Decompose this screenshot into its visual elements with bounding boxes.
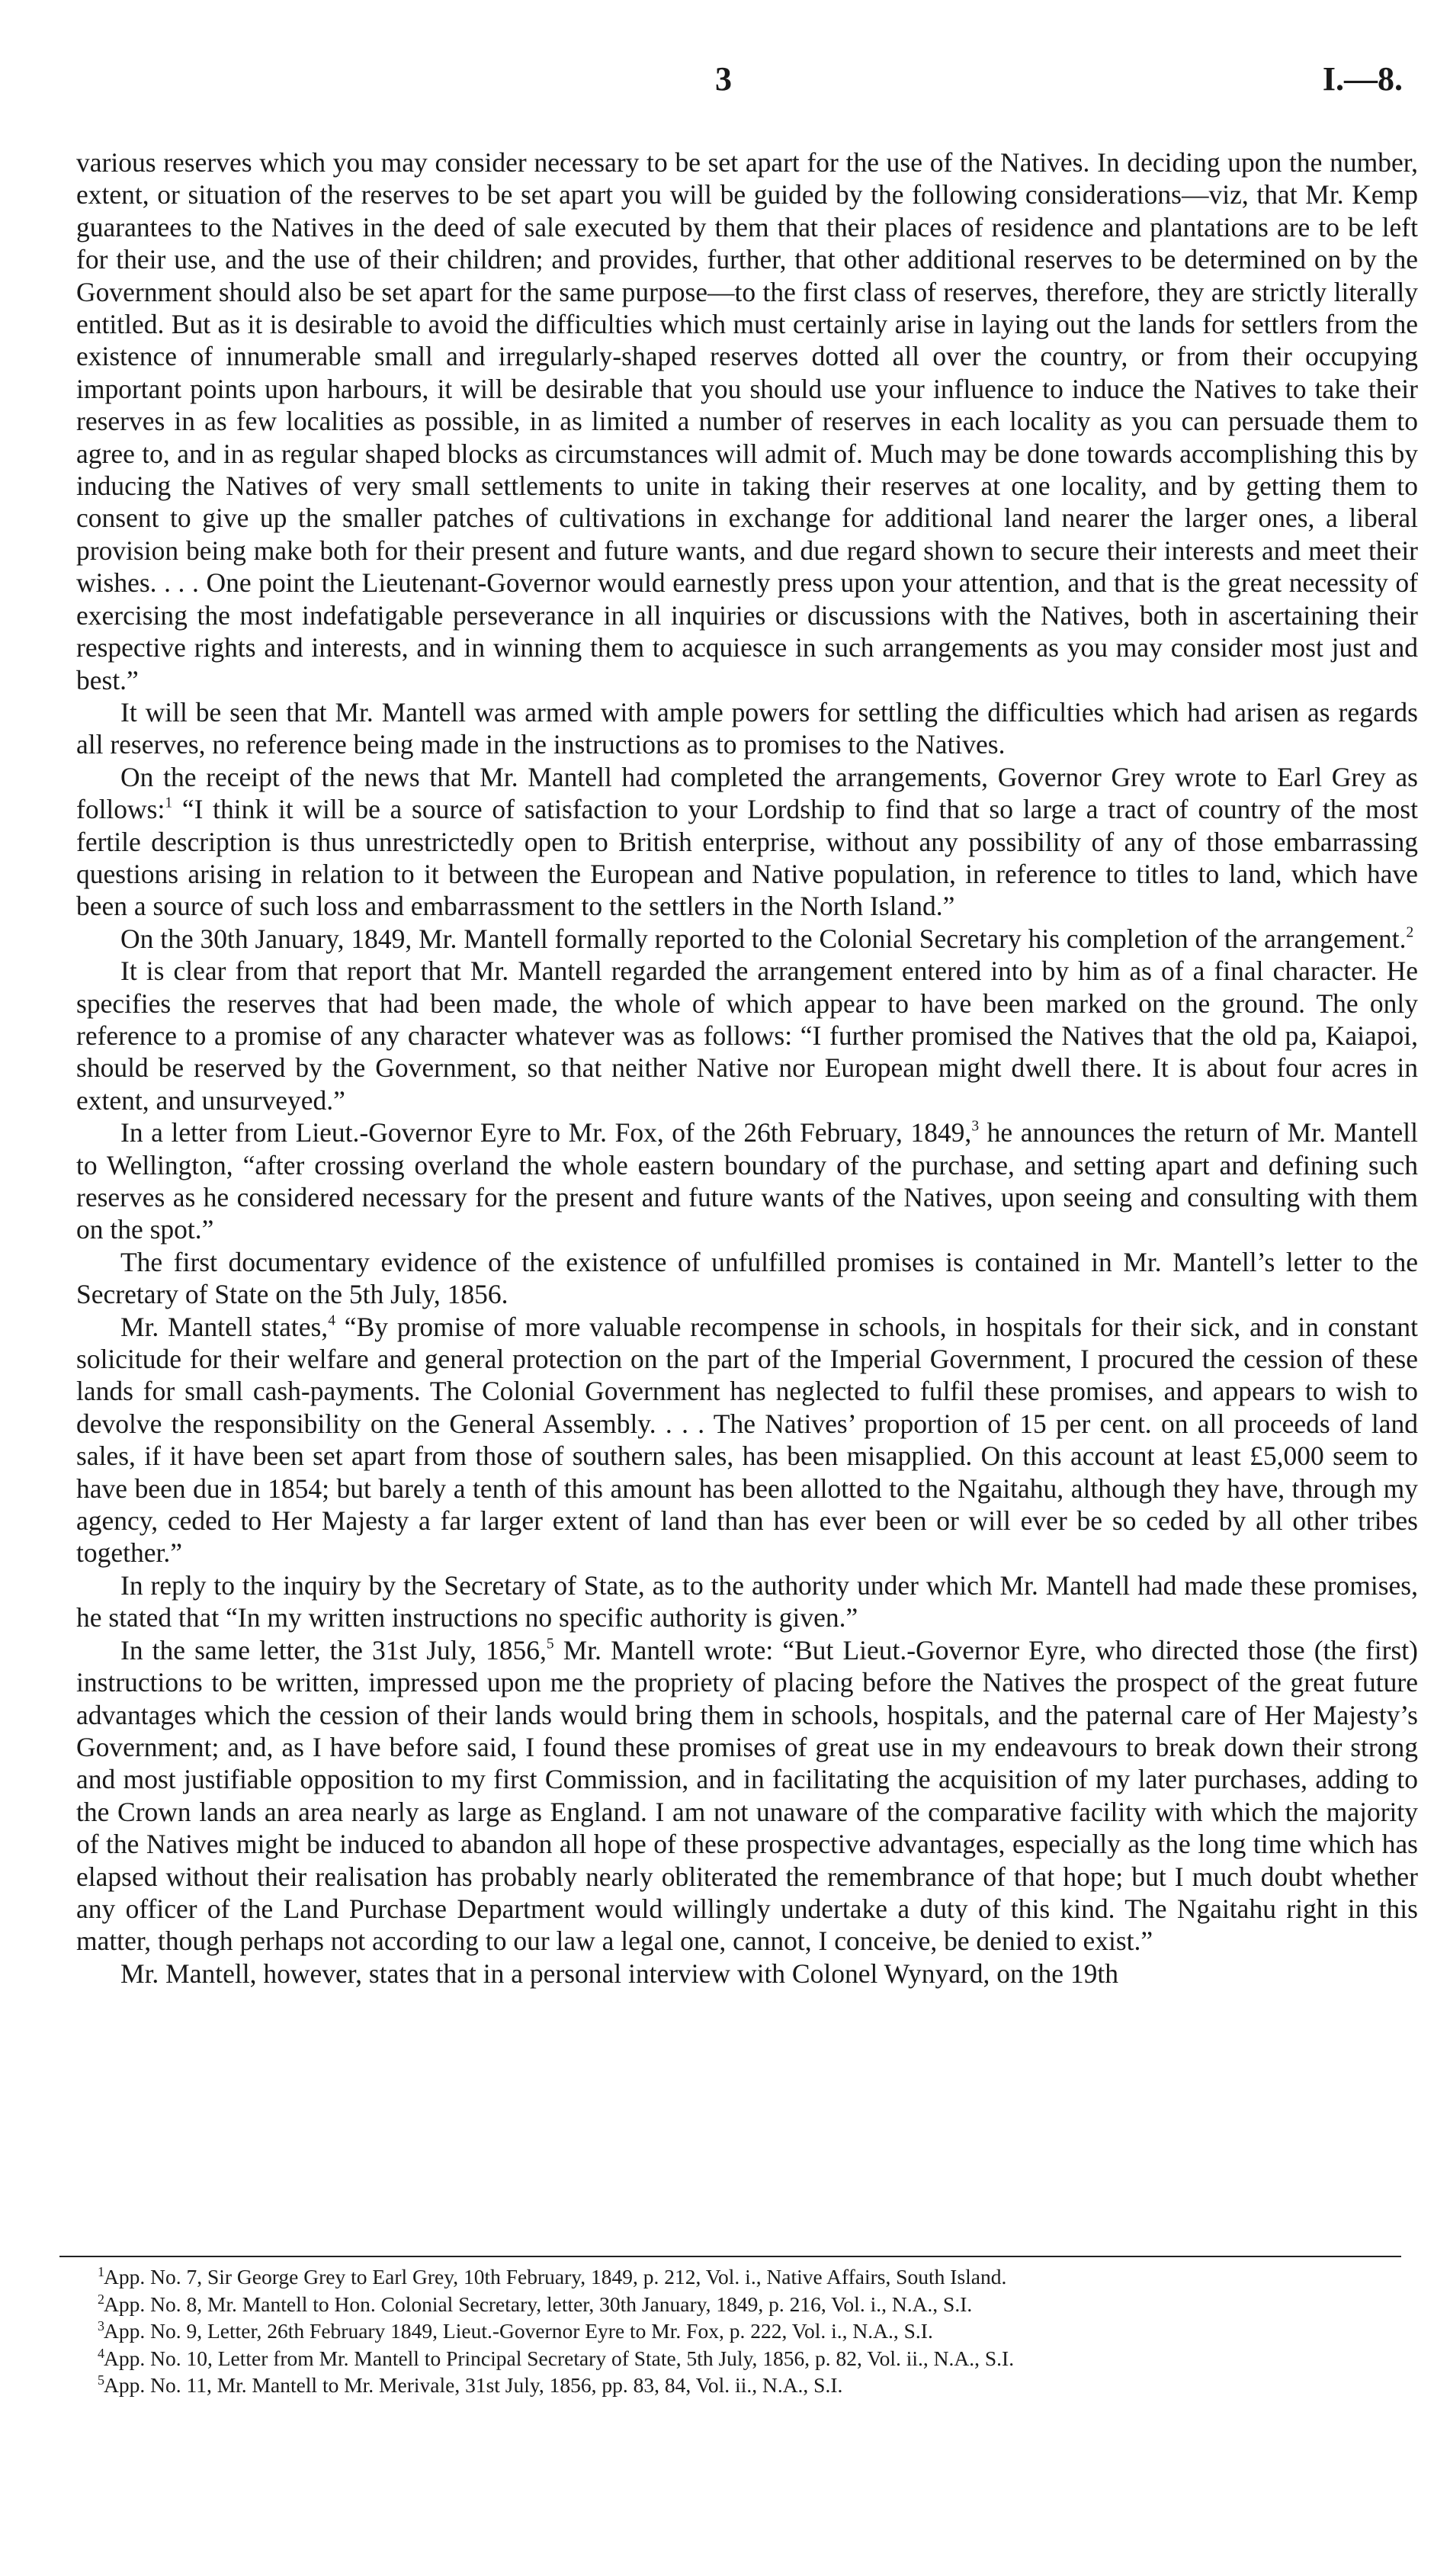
paragraph: Mr. Mantell, however, states that in a personal interview with Colonel Wynyard, on the 19th <box>120 1958 1119 1989</box>
body-text <box>76 146 1418 1990</box>
footnote <box>76 2372 1418 2399</box>
footnote-reference: 2 <box>1406 924 1414 941</box>
paragraph-text: Mr. Mantell states, <box>120 1311 329 1342</box>
paragraph <box>76 923 1418 955</box>
paragraph-text: On the 30th January, 1849, Mr. Mantell formally reported to the Colonial Secretary his completion of the arrangement. <box>120 923 1407 954</box>
paragraph-text: Mr. Mantell wrote: “But Lieut.-Governor Eyre, who directed those (the first) instructions to be written, impressed upon me the propriety of placing before the Natives the prospect of the great future advantages which the cession of their lands would bring them in schools, hospitals, and the paternal care of Her Majesty’s Government; and, as I have before said, I found these promises of great use in my endeavours to break down their strong and most justifiable opposition to my first Commission, and in facilitating the acquisition of my later purchases, adding to the Crown lands an area nearly as large as England. I am not unaware of the comparative facility with which the majority of the Natives might be induced to abandon all hope of these prospective advantages, especially as the long time which has elapsed without their realisation has probably nearly obliterated the remembrance of that hope; but I much doubt whether any officer of the Land Purchase Department would willingly undertake a duty of this kind. The Ngaitahu right in this matter, though perhaps not according to our law a legal one, cannot, I conceive, be denied to exist.” <box>76 1634 1418 1957</box>
paragraph: It is clear from that report that Mr. Mantell regarded the arrangement entered into by him as of a final character. He specifies the reserves that had been made, the whole of which appear to have been marked on the ground. The only reference to a promise of any character whatever was as follows: “I further promised the Natives that the old pa, Kaiapoi, should be reserved by the Government, so that neither Native nor European might dwell there. It is about four acres in extent, and unsurveyed.” <box>76 956 1418 1116</box>
footnote <box>76 2291 1418 2318</box>
footnote-reference: 1 <box>165 795 173 811</box>
footnote-reference: 3 <box>971 1118 980 1135</box>
paragraph <box>76 1116 1418 1246</box>
paragraph <box>76 1634 1418 1958</box>
paragraph-text: “By promise of more valuable recompense in schools, in hospitals for their sick, and in constant solicitude for their welfare and general protection on the part of the Imperial Government, I procured the cession of these lands for small cash-payments. The Colonial Government has neglected to fulfil these promises, and appears to wish to devolve the responsibility on the General Assembly. . . . The Natives’ proportion of 15 per cent. on all proceeds of land sales, if it have been set apart from those of southern sales, has been misapplied. On this account at least £5,000 seem to have been due in 1854; but barely a tenth of this amount has been allotted to the Ngaitahu, although they have, through my agency, ceded to Her Majesty a far larger extent of land than has ever been or will ever be so ceded by all other tribes together.” <box>76 1311 1418 1569</box>
footnote-mark: 1 <box>98 2264 104 2279</box>
footnote-mark: 2 <box>98 2291 104 2307</box>
footnote-divider <box>59 2256 1401 2257</box>
paragraph-text: “I think it will be a source of satisfaction to your Lordship to find that so large a tract of country of the most fertile description is thus unrestrictedly open to British enterprise, without any possibility of any of those embarrassing questions arising in relation to it between the European and Native population, in reference to titles to land, which have been a source of such loss and embarrassment to the settlers in the North Island.” <box>76 794 1418 922</box>
footnote-mark: 5 <box>98 2372 104 2388</box>
paragraph: It will be seen that Mr. Mantell was armed with ample powers for settling the difficulties which had arisen as regards all reserves, no reference being made in the instructions as to promises to the Natives. <box>76 696 1418 760</box>
footnote-text: App. No. 10, Letter from Mr. Mantell to Principal Secretary of State, 5th July, 1856, p. 82, Vol. ii., N.A., S.I. <box>104 2346 1015 2370</box>
footnote <box>76 2317 1418 2345</box>
page-header <box>0 59 1450 105</box>
paragraph-text: On the receipt of the news that Mr. Mantell had completed the arrangements, Governor Grey wrote to Earl Grey as follows: <box>76 761 1418 825</box>
paragraph <box>76 1311 1418 1569</box>
paragraph-text: In a letter from Lieut.-Governor Eyre to Mr. Fox, of the 26th February, 1849, <box>120 1117 972 1148</box>
page-number: 3 <box>715 60 732 98</box>
footnote <box>76 2345 1418 2372</box>
footnote-text: App. No. 7, Sir George Grey to Earl Grey, 10th February, 1849, p. 212, Vol. i., Native Affairs, South Island. <box>104 2265 1007 2289</box>
footnote-reference: 5 <box>546 1636 554 1653</box>
footnote-text: App. No. 9, Letter, 26th February 1849, Lieut.-Governor Eyre to Mr. Fox, p. 222, Vol. i., N.A., S.I. <box>104 2319 933 2343</box>
paragraph: In reply to the inquiry by the Secretary of State, as to the authority under which Mr. Mantell had made these promises, he stated that “In my written instructions no specific authority is given.” <box>76 1569 1418 1633</box>
footnote-mark: 4 <box>98 2345 104 2361</box>
paragraph-text: he announces the return of Mr. Mantell to Wellington, “after crossing overland the whole eastern boundary of the purchase, and setting apart and defining such reserves as he considered necessary for the present and future wants of the Natives, upon seeing and consulting with them on the spot.” <box>76 1117 1418 1245</box>
footnote <box>76 2263 1418 2291</box>
footnote-reference: 4 <box>328 1312 335 1328</box>
paragraph: The first documentary evidence of the existence of unfulfilled promises is contained in Mr. Mantell’s letter to the Secretary of State on the 5th July, 1856. <box>76 1246 1418 1310</box>
footnote-text: App. No. 11, Mr. Mantell to Mr. Merivale, 31st July, 1856, pp. 83, 84, Vol. ii., N.A., S.I. <box>104 2373 843 2397</box>
footnotes <box>76 2263 1418 2399</box>
footnote-mark: 3 <box>98 2318 104 2333</box>
paragraph-text: In the same letter, the 31st July, 1856, <box>120 1634 547 1665</box>
footnote-text: App. No. 8, Mr. Mantell to Hon. Colonial Secretary, letter, 30th January, 1849, p. 216, Vol. i., N.A., S.I. <box>104 2292 973 2316</box>
document-reference: I.—8. <box>1322 60 1403 98</box>
paragraph <box>76 761 1418 923</box>
paragraph: various reserves which you may consider necessary to be set apart for the use of the Natives. In deciding upon the number, extent, or situation of the reserves to be set apart you will be guided by the following considerations—viz, that Mr. Kemp guarantees to the Natives in the deed of sale executed by them that their places of residence and plantations are to be left for their use, and the use of their children; and provides, further, that other additional reserves to be determined on by the Government should also be set apart for the same purpose—to the first class of reserves, therefore, they are strictly literally entitled. But as it is desirable to avoid the difficulties which must certainly arise in laying out the lands for settlers from the existence of innumerable small and irregularly-shaped reserves dotted all over the country, or from their occupying important points upon harbours, it will be desirable that you should use your influence to induce the Natives to take their reserves in as few localities as possible, in as limited a number of reserves in each locality as you can persuade them to agree to, and in as regular shaped blocks as circumstances will admit of. Much may be done towards accomplishing this by inducing the Natives of very small settlements to unite in taking their reserves at one locality, and by getting them to consent to give up the smaller patches of cultivations in exchange for additional land nearer the larger ones, a liberal provision being make both for their present and future wants, and due regard shown to secure their interests and meet their wishes. . . . One point the Lieutenant-Governor would earnestly press upon your attention, and that is the great necessity of exercising the most indefatigable perseverance in all inquiries or discussions with the Natives, both in ascertaining their respective rights and interests, and in winning them to acquiesce in such arrangements as you may consider most just and best.” <box>76 147 1418 695</box>
